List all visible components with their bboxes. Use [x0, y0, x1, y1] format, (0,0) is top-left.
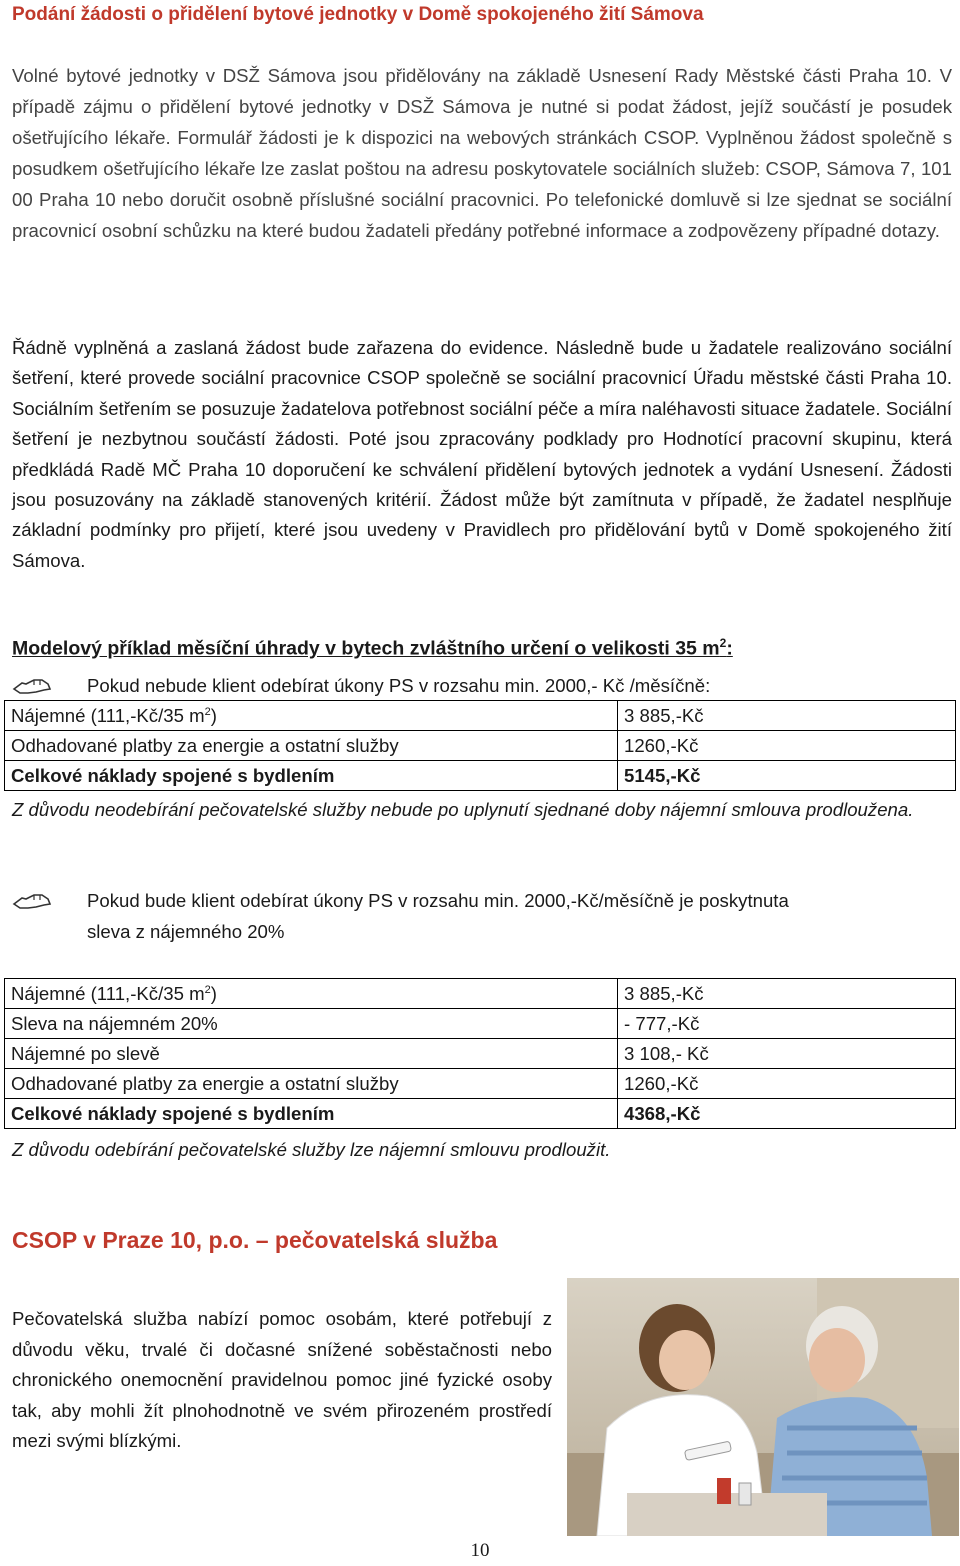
care-photo	[567, 1278, 959, 1536]
model-heading-text: Modelový příklad měsíční úhrady v bytech zvláštního určení o velikosti 35 m	[12, 637, 720, 660]
row-value: 3 108,- Kč	[618, 1039, 956, 1069]
table-row	[5, 1069, 956, 1099]
row-label: Nájemné (111,-Kč/35 $m^2$)	[5, 979, 618, 1009]
table-row	[5, 1009, 956, 1039]
intro-paragraph: Volné bytové jednotky v DSŽ Sámova jsou přidělovány na základě Usnesení Rady Městské části Praha 10. V případě zájmu o přidělení bytové jednotky v DSŽ Sámova je nutné si podat žádost, jejíž součástí je posudek ošetřujícího lékaře. Formulář žádosti je k dispozici na webových stránkách CSOP. Vyplněnou žádost společně s posudkem ošetřujícího lékaře lze zaslat poštou na adresu poskytovatele sociálních služeb: CSOP, Sámova 7, 101 00 Praha 10 nebo doručit osobně příslušné sociální pracovnici. Po telefonické domluvě si lze sjednat se sociální pracovnicí osobní schůzku na které budou žadateli předány potřebné informace a zodpovězeny případné dotazy.	[12, 65, 952, 241]
scenario-2-text-line-2: sleva z nájemného 20%	[87, 921, 285, 942]
row-label: Celkové náklady spojené s bydlením	[5, 1099, 618, 1129]
row-value: 3 885,-Kč	[618, 979, 956, 1009]
row-value: 1260,-Kč	[618, 731, 956, 761]
scenario-2-bullet	[12, 885, 952, 947]
scenario-1-bullet	[12, 670, 952, 701]
row-label: Odhadované platby za energie a ostatní služby	[5, 731, 618, 761]
model-heading-end: :	[726, 637, 733, 660]
row-label: Celkové náklady spojené s bydlením	[5, 761, 618, 791]
evaluation-paragraph: Řádně vyplněná a zaslaná žádost bude zařazena do evidence. Následně bude u žadatele realizováno sociální šetření, které provede sociální pracovnice CSOP společně se sociální pracovnicí Úřadu městské části Praha 10. Sociálním šetřením se posuzuje žadatelova potřebnost sociální péče a míra naléhavosti situace žadatele. Sociální šetření je nezbytnou součástí žádosti. Poté jsou zpracovány podklady pro Hodnotící pracovní skupinu, která předkládá Radě MČ Praha 10 doporučení ke schválení přidělení bytových jednotek a vydání Usnesení. Žádosti jsou posuzovány na základě stanovených kritérií. Žádost může být zamítnuta v případě, že žadatel nesplňuje základní podmínky pro přijetí, které jsou uvedeny v Pravidlech pro přidělování bytů v Domě spokojeného žití Sámova.	[12, 337, 952, 571]
table-row-total	[5, 761, 956, 791]
table-row-total	[5, 1099, 956, 1129]
row-value: - 777,-Kč	[618, 1009, 956, 1039]
care-service-paragraph: Pečovatelská služba nabízí pomoc osobám, které potřebují z důvodu věku, trvalé či dočasné snížené soběstačnosti nebo chronického onemocnění pravidelnou pomoc jiné fyzické osoby tak, aby mohli žít plnohodnotně ve svém přirozeném prostředí mezi svými blízkými.	[12, 1308, 552, 1452]
row-label: Sleva na nájemném 20%	[5, 1009, 618, 1039]
table-row	[5, 701, 956, 731]
hand-pointing-icon	[12, 885, 64, 922]
care-service-heading: CSOP v Praze 10, p.o. – pečovatelská služba	[12, 1227, 498, 1253]
scenario-1-table	[4, 700, 956, 791]
scenario-2-table	[4, 978, 956, 1129]
row-label: Nájemné (111,-Kč/35 $m^2$)	[5, 701, 618, 731]
row-label: Odhadované platby za energie a ostatní služby	[5, 1069, 618, 1099]
scenario-2-text-line-1: Pokud bude klient odebírat úkony PS v rozsahu min. 2000,-Kč/měsíčně je poskytnuta	[87, 890, 789, 911]
model-example-heading	[12, 636, 733, 661]
table-row	[5, 731, 956, 761]
scenario-1-note: Z důvodu neodebírání pečovatelské služby nebude po uplynutí sjednané doby nájemní smlouva prodloužena.	[12, 799, 914, 820]
row-value: 3 885,-Kč	[618, 701, 956, 731]
page-number: 10	[470, 1540, 490, 1561]
row-label: Nájemné po slevě	[5, 1039, 618, 1069]
scenario-1-text: Pokud nebude klient odebírat úkony PS v rozsahu min. 2000,- Kč /měsíčně:	[87, 675, 711, 696]
table-row	[5, 1039, 956, 1069]
row-value: 4368,-Kč	[618, 1099, 956, 1129]
row-value: 5145,-Kč	[618, 761, 956, 791]
model-heading-sup: 2	[719, 636, 727, 650]
page-heading: Podání žádosti o přidělení bytové jednotky v Domě spokojeného žití Sámova	[12, 4, 704, 25]
scenario-2-note: Z důvodu odebírání pečovatelské služby lze nájemní smlouvu prodloužit.	[12, 1139, 611, 1160]
row-value: 1260,-Kč	[618, 1069, 956, 1099]
table-row	[5, 979, 956, 1009]
